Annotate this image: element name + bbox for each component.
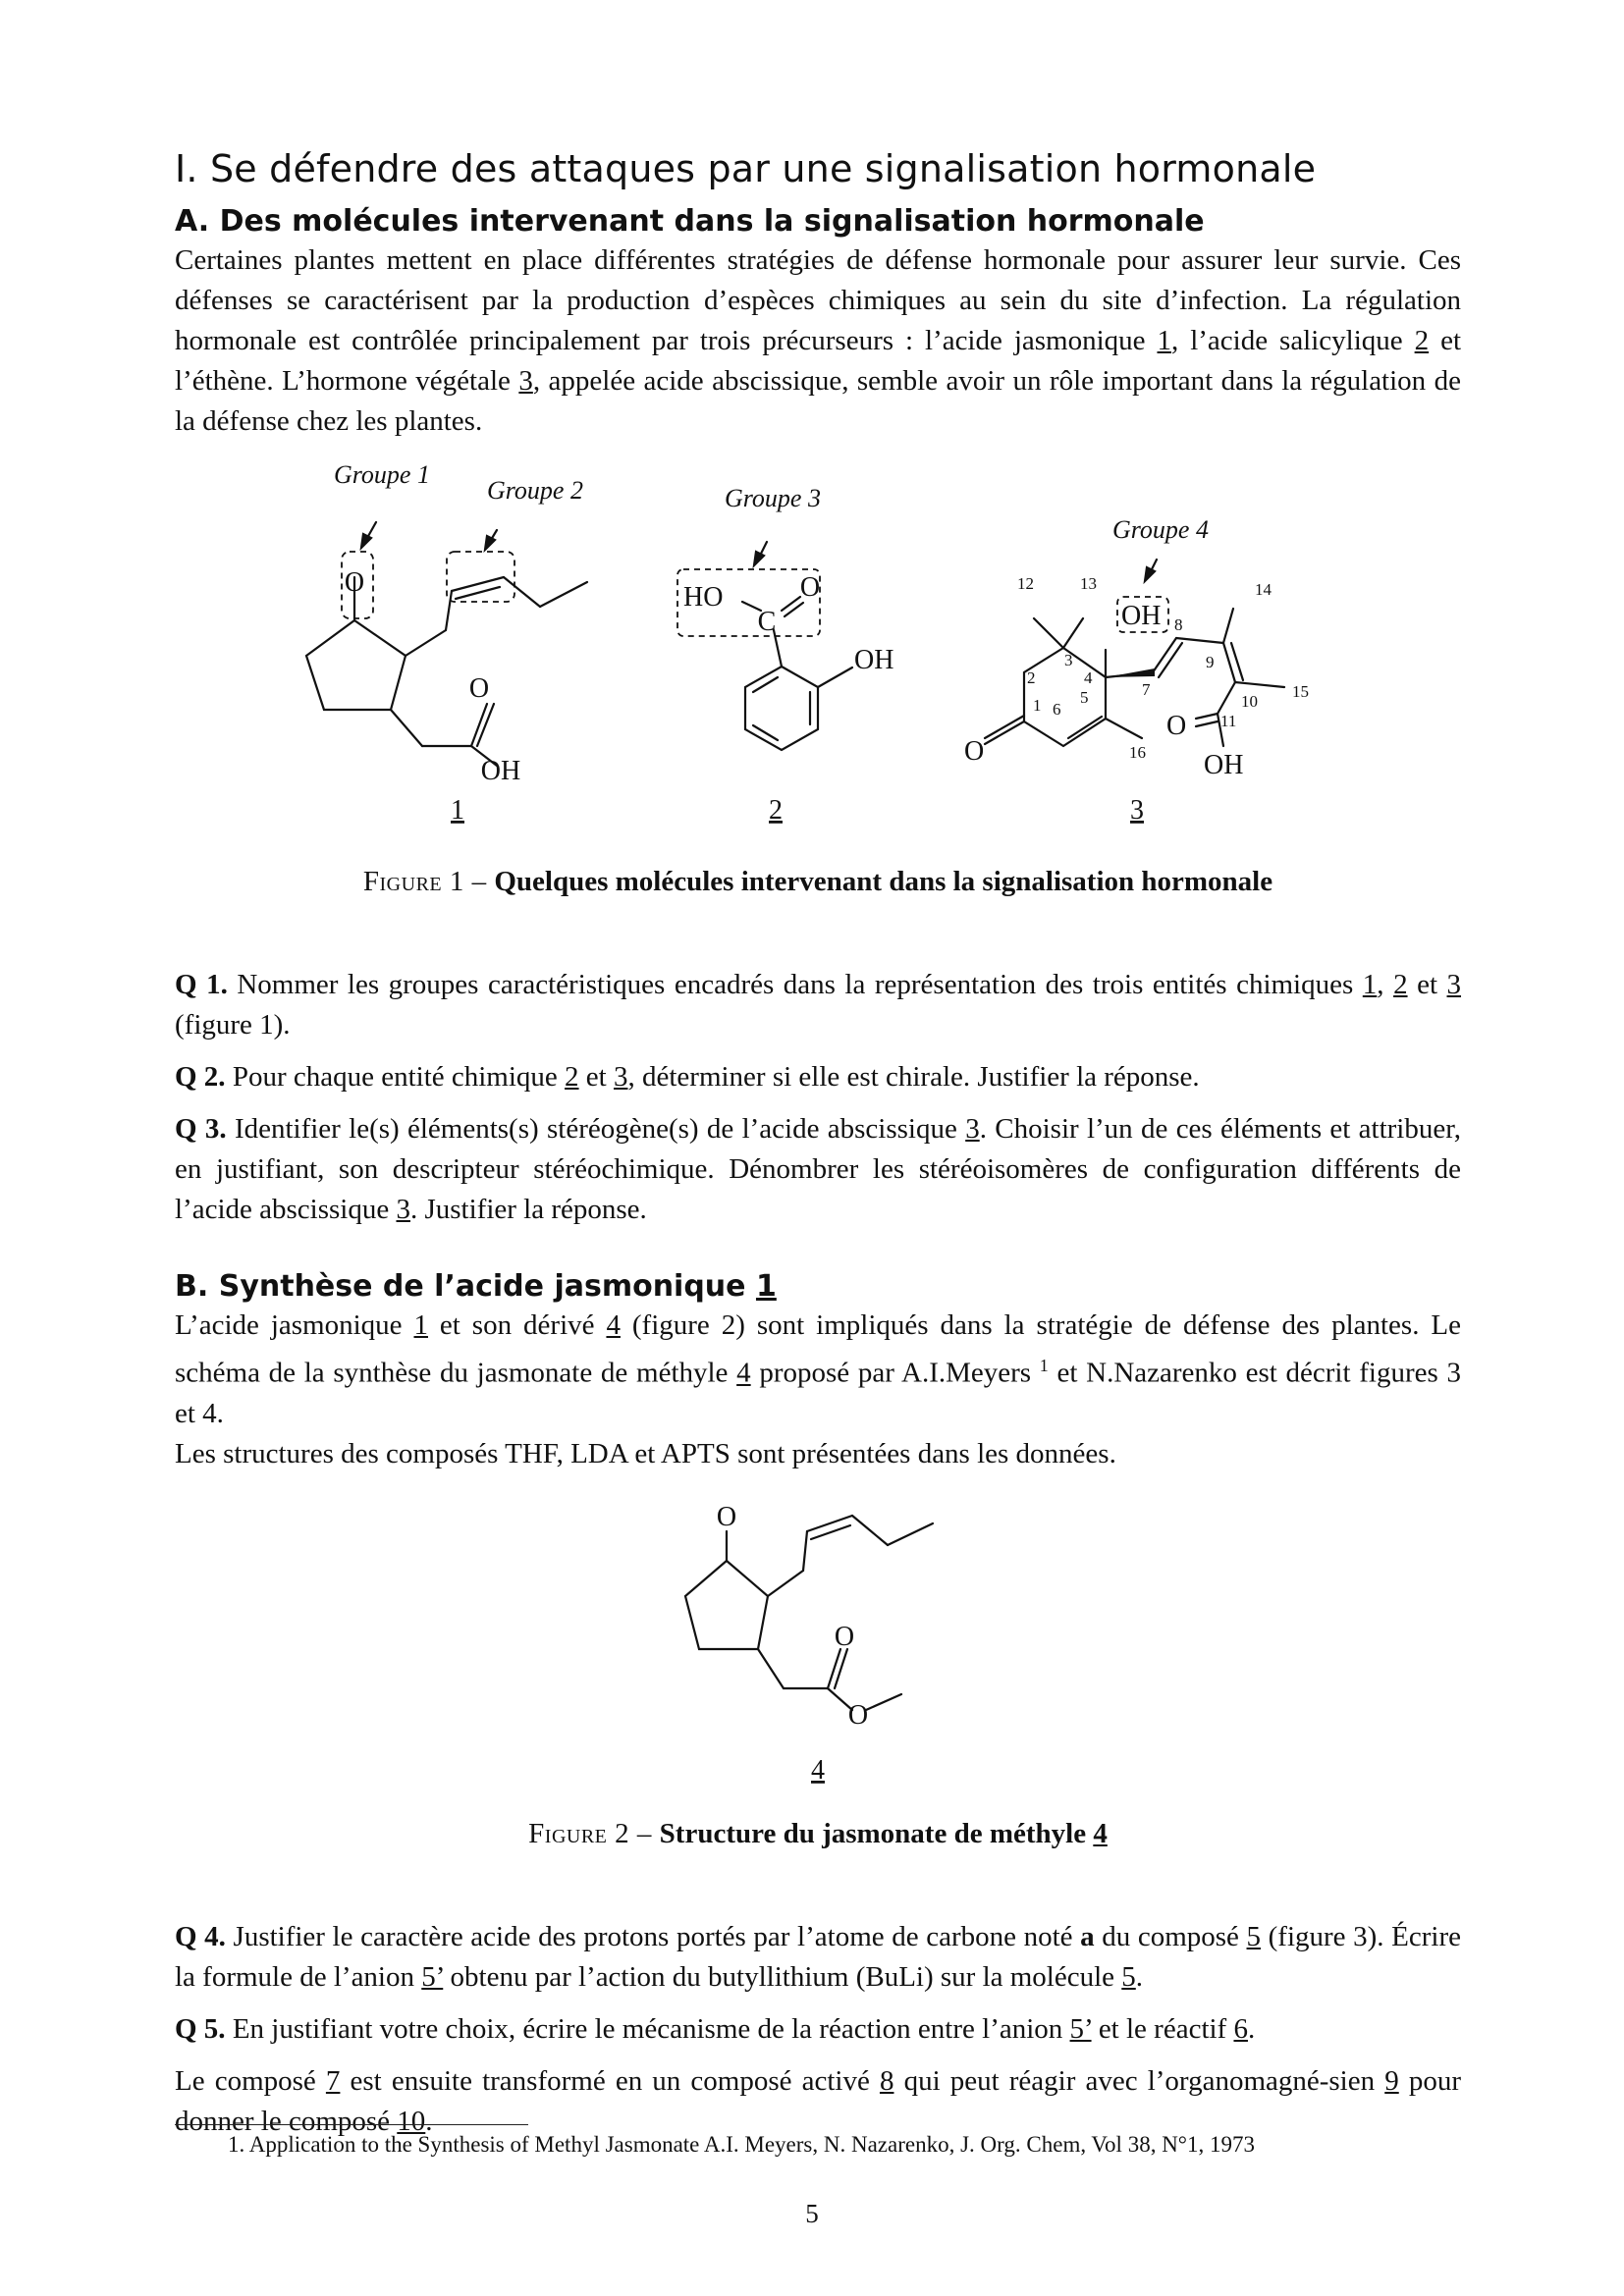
compound-7-paragraph: Le composé 7 est ensuite transformé en un composé activé 8 qui peut réagir avec l’organomagné-sien 9 pour donner le composé 10. [175, 2064, 1462, 2137]
subsection-b-title: B. Synthèse de l’acide jasmonique 1 [175, 1269, 777, 1304]
compounds-note: Les structures des composés THF, LDA et APTS sont présentées dans les données. [175, 1437, 1116, 1469]
figure-1-caption: Figure 1 – Quelques molécules intervenant dans la signalisation hormonale [362, 866, 1273, 897]
ref-compound-1: 1 [1157, 325, 1171, 356]
molecule-4-ester-o: O [847, 1699, 869, 1731]
molecule-3-acid-o: O [1166, 711, 1187, 741]
ref-compound-3: 3 [518, 365, 533, 397]
molecule-2-c: C [757, 607, 777, 637]
atom-number-6: 6 [1053, 700, 1061, 719]
question-2: Q 2. Pour chaque entité chimique 2 et 3, déterminer si elle est chirale. Justifier la réponse. [175, 1061, 1200, 1093]
atom-number-4: 4 [1084, 668, 1093, 687]
atom-number-15: 15 [1292, 682, 1309, 701]
molecule-3-oh-group: OH [1121, 601, 1162, 631]
molecule-2-oh: OH [854, 645, 894, 675]
molecule-3-ketone-o: O [964, 736, 985, 767]
molecule-4-ketone-o: O [716, 1501, 737, 1532]
footnote-ref: 1 [1039, 1356, 1049, 1375]
atom-number-3: 3 [1064, 651, 1073, 669]
atom-number-9: 9 [1206, 653, 1215, 671]
molecule-3-label: 3 [1130, 795, 1144, 826]
molecule-1-label: 1 [451, 795, 464, 826]
atom-number-1: 1 [1033, 696, 1042, 715]
molecule-4-carbonyl-o: O [834, 1621, 855, 1652]
atom-number-13: 13 [1080, 574, 1097, 593]
page-number: 5 [805, 2199, 819, 2228]
molecule-1-ketone-o: O [344, 567, 365, 598]
molecule-2-o: O [799, 572, 821, 603]
molecule-3-acid-oh: OH [1204, 750, 1244, 780]
figure-1 [175, 461, 1461, 854]
atom-number-7: 7 [1142, 680, 1151, 699]
ref-compound-2: 2 [1414, 325, 1430, 356]
molecule-4-label: 4 [811, 1754, 825, 1786]
footnote: 1. Application to the Synthesis of Methyl Jasmonate A.I. Meyers, N. Nazarenko, J. Org. Chem, Vol 38, N°1, 1973 [228, 2132, 1256, 2157]
synthesis-paragraph: L’acide jasmonique 1 et son dérivé 4 (figure 2) sont impliqués dans la stratégie de défense des plantes. Le schéma de la synthèse du jasmonate de méthyle 4 proposé par A.I.Meyers $^1$ et N.Nazarenko est décrit figures 3 et 4. [175, 1309, 1461, 1429]
molecule-2-label: 2 [769, 795, 783, 826]
figure-2-caption: Figure 2 – Structure du jasmonate de méthyle 4 [528, 1817, 1108, 1849]
atom-number-5: 5 [1080, 688, 1089, 707]
subsection-a-title: A. Des molécules intervenant dans la signalisation hormonale [175, 204, 1205, 239]
molecule-1-acid-oh: OH [480, 756, 521, 786]
atom-number-2: 2 [1027, 668, 1036, 687]
figure-1-structures [175, 461, 1461, 854]
question-4: Q 4. Justifier le caractère acide des protons portés par l’atome de carbone noté a du composé 5 (figure 3). Écrire la formule de l’anion 5’ obtenu par l’action du butyllithium (BuLi) sur la molécule 5. [175, 1920, 1461, 1993]
atom-number-10: 10 [1241, 692, 1258, 711]
molecule-1-acid-o: O [468, 673, 490, 704]
atom-number-16: 16 [1129, 743, 1146, 762]
intro-paragraph: Certaines plantes mettent en place différentes stratégies de défense hormonale pour assurer leur survie. Ces défenses se caractérisent par la production d’espèces chimiques au sein du site d’infection. La régulation hormonale est contrôlée principalement par trois précurseurs : l’acide jasmonique 1, l’acide salicylique 2 et l’éthène. L’hormone végétale 3, appelée acide abscissique, semble avoir un rôle important dans la régulation de la défense chez les plantes. [175, 244, 1462, 437]
footnote-divider [175, 2124, 528, 2125]
molecule-2-ho: HO [683, 582, 724, 613]
group-2-label: Groupe 2 [487, 476, 583, 505]
group-1-label: Groupe 1 [334, 461, 430, 489]
figure-2 [175, 1502, 1461, 1796]
atom-number-11: 11 [1220, 712, 1237, 730]
atom-number-8: 8 [1174, 615, 1183, 634]
question-1: Q 1. Nommer les groupes caractéristiques encadrés dans la représentation des trois entités chimiques 1, 2 et 3 (figure 1). [175, 969, 1462, 1041]
question-3: Q 3. Identifier le(s) éléments(s) stéréogène(s) de l’acide abscissique 3. Choisir l’un de ces éléments et attribuer, en justifiant, son descripteur stéréochimique. Dénombrer les stéréoisomères de configuration différents de l’acide abscissique 3. Justifier la réponse. [175, 1113, 1461, 1225]
figure-2-structure [175, 1502, 1461, 1796]
question-5: Q 5. En justifiant votre choix, écrire le mécanisme de la réaction entre l’anion 5’ et le réactif 6. [175, 2012, 1256, 2045]
atom-number-12: 12 [1017, 574, 1034, 593]
group-3-label: Groupe 3 [725, 484, 821, 512]
group-4-label: Groupe 4 [1112, 515, 1209, 544]
page-content [175, 147, 1461, 2142]
section-title: I. Se défendre des attaques par une signalisation hormonale [175, 147, 1317, 190]
atom-number-14: 14 [1255, 580, 1272, 599]
